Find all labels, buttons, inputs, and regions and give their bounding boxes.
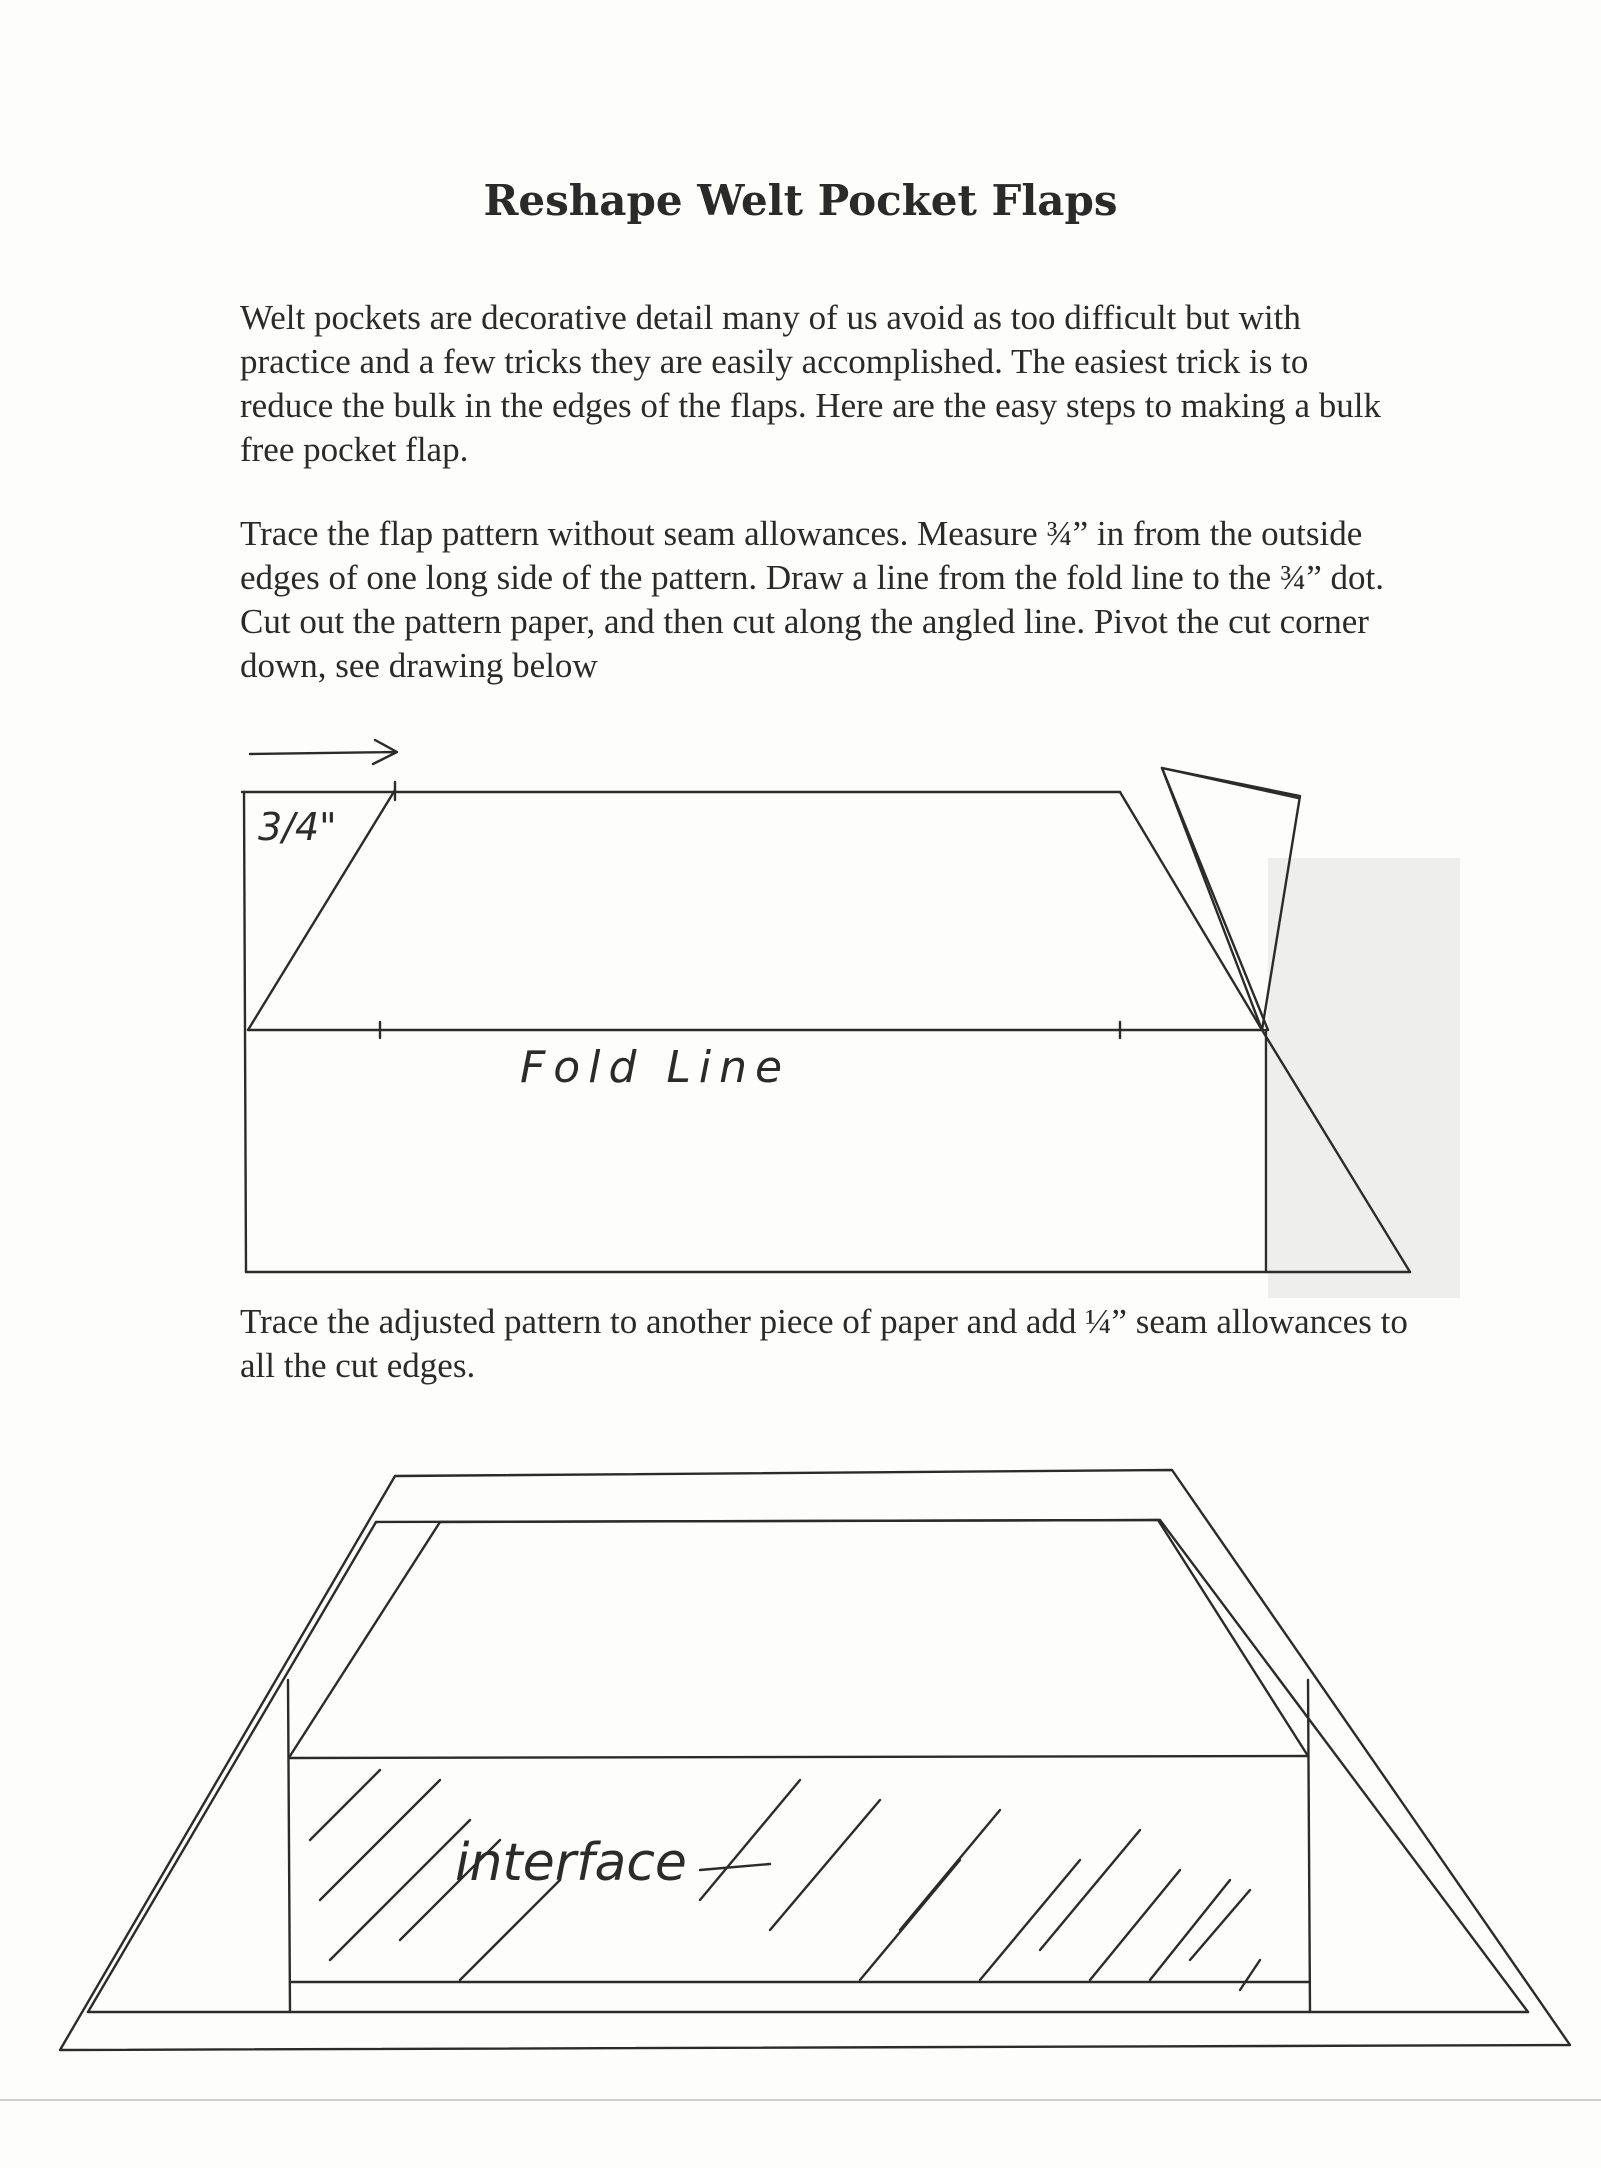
interface-label: interface	[455, 1833, 687, 1893]
outer-seam-outline	[60, 1470, 1570, 2050]
instructions-paragraph: Trace the flap pattern without seam allowances. Measure ¾” in from the outside edges of one long side of the pattern. Draw a line from the fold line to the ¾” dot. Cut out the pattern paper, and then cut along the angled line. Pivot the cut corner down, see drawing below	[240, 514, 1384, 685]
fold-line-label: Fold Line	[520, 1042, 791, 1093]
interface-hatching	[310, 1770, 1260, 1990]
inner-right-angle	[1160, 1520, 1528, 2012]
flap-pattern-diagram	[242, 740, 1460, 1298]
measure-label: 3/4"	[258, 805, 337, 849]
pattern-top-edge	[440, 1520, 1158, 1522]
pattern-right-angle	[1158, 1520, 1308, 1756]
pattern-fold-line	[290, 1756, 1308, 1758]
intro-paragraph: Welt pockets are decorative detail many of us avoid as too difficult but with practice and a few tricks they are easily accomplished. The easiest trick is to reduce the bulk in the edges of the flaps. Here are the easy steps to making a bulk free pocket flap.	[240, 298, 1382, 469]
measure-arrow	[250, 740, 397, 764]
page-title: Reshape Welt Pocket Flaps	[483, 176, 1118, 225]
flap-left-edge	[244, 792, 246, 1272]
seam-allowance-diagram	[60, 1470, 1570, 2050]
pattern-left-side	[288, 1680, 290, 2012]
inner-left-angle	[88, 1522, 376, 2012]
pattern-left-angle	[290, 1522, 440, 1756]
interface-underline	[700, 1864, 770, 1870]
pattern-right-side	[1308, 1680, 1310, 2012]
pivot-fold-stroke	[1162, 768, 1268, 1030]
trace-paragraph: Trace the adjusted pattern to another piece of paper and add ¼” seam allowances to all the cut edges.	[240, 1302, 1408, 1385]
pivot-top-line	[1162, 768, 1298, 798]
scanned-shadow	[1268, 858, 1460, 1298]
flap-right-angle	[1120, 792, 1262, 1030]
